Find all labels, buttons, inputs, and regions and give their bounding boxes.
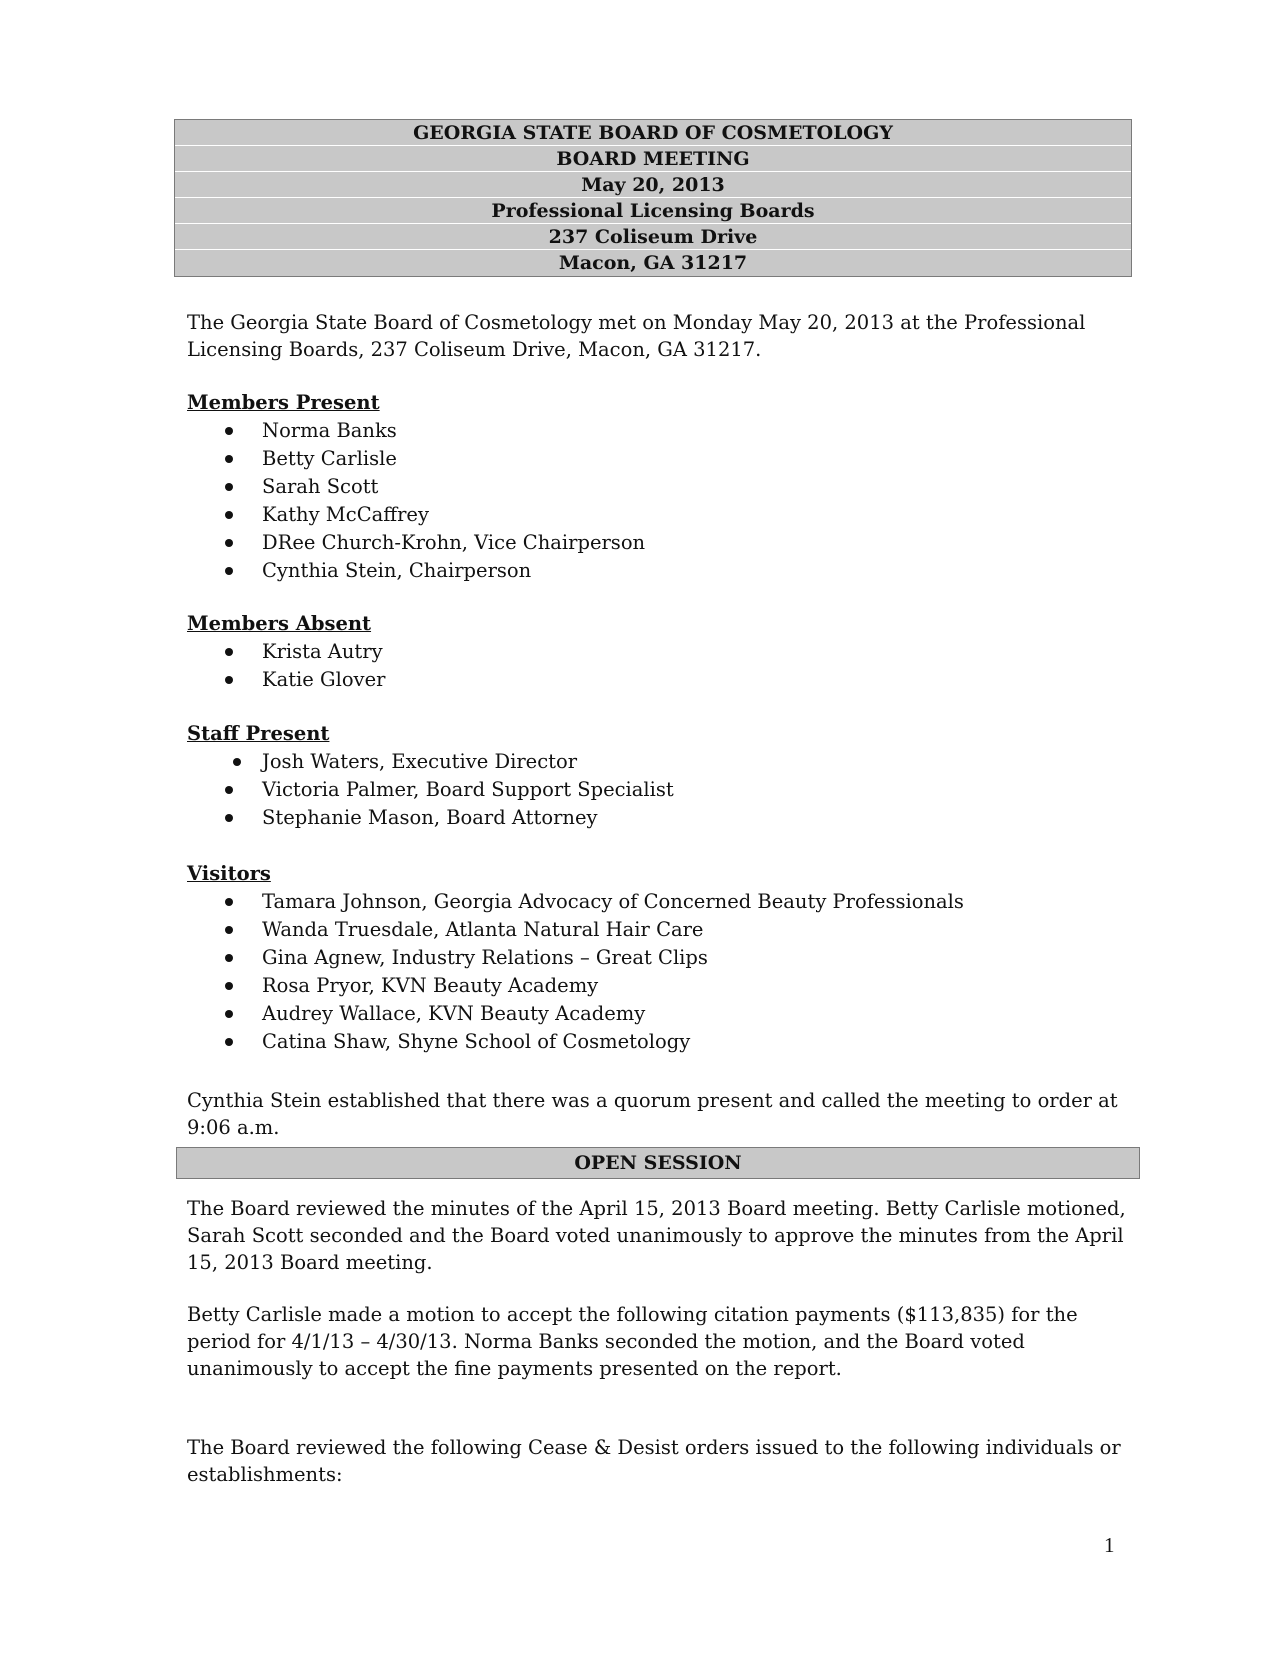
bullet-icon	[225, 1038, 233, 1046]
list-item: Audrey Wallace, KVN Beauty Academy	[187, 1000, 964, 1028]
header-date: May 20, 2013	[175, 172, 1131, 198]
list-item: Stephanie Mason, Board Attorney	[187, 804, 674, 832]
citation-line-1: Betty Carlisle made a motion to accept the following citation payments ($113,835) for the	[187, 1303, 1078, 1326]
members-absent-heading: Members Absent	[187, 612, 372, 635]
bullet-icon	[225, 648, 233, 656]
citation-line-3: unanimously to accept the fine payments presented on the report.	[187, 1357, 842, 1380]
visitors-list	[187, 888, 964, 1056]
cease-desist-paragraph	[187, 1434, 1127, 1488]
quorum-line-2: 9:06 a.m.	[187, 1116, 280, 1139]
list-item: Catina Shaw, Shyne School of Cosmetology	[187, 1028, 964, 1056]
bullet-icon	[225, 954, 233, 962]
bullet-icon	[225, 427, 233, 435]
header-meeting-type: BOARD MEETING	[175, 146, 1131, 172]
list-item: Tamara Johnson, Georgia Advocacy of Concerned Beauty Professionals	[187, 888, 964, 916]
staff-present-heading: Staff Present	[187, 722, 330, 745]
list-item: Sarah Scott	[187, 473, 645, 501]
minutes-paragraph	[187, 1195, 1127, 1276]
bullet-icon	[225, 982, 233, 990]
minutes-line-3: 15, 2013 Board meeting.	[187, 1251, 433, 1274]
list-item: Katie Glover	[187, 666, 385, 694]
cease-desist-line-1: The Board reviewed the following Cease & Desist orders issued to the following individuals or	[187, 1436, 1121, 1459]
bullet-icon	[225, 511, 233, 519]
list-item: Betty Carlisle	[187, 445, 645, 473]
header-board-name: GEORGIA STATE BOARD OF COSMETOLOGY	[175, 120, 1131, 146]
list-item: DRee Church-Krohn, Vice Chairperson	[187, 529, 645, 557]
list-item: Wanda Truesdale, Atlanta Natural Hair Care	[187, 916, 964, 944]
intro-line-2: Licensing Boards, 237 Coliseum Drive, Macon, GA 31217.	[187, 338, 762, 361]
bullet-icon	[225, 539, 233, 547]
header-city: Macon, GA 31217	[558, 252, 748, 274]
bullet-icon	[233, 758, 241, 766]
cease-desist-line-2: establishments:	[187, 1463, 343, 1486]
visitors-heading: Visitors	[187, 862, 271, 885]
citation-line-2: period for 4/1/13 – 4/30/13. Norma Banks seconded the motion, and the Board voted	[187, 1330, 1025, 1353]
bullet-icon	[225, 567, 233, 575]
quorum-paragraph	[187, 1087, 1127, 1141]
list-item: Kathy McCaffrey	[187, 501, 645, 529]
members-present-list	[187, 417, 645, 585]
bullet-icon	[225, 1010, 233, 1018]
members-present-heading: Members Present	[187, 391, 380, 414]
header-street: 237 Coliseum Drive	[175, 224, 1131, 250]
bullet-icon	[225, 786, 233, 794]
quorum-line-1: Cynthia Stein established that there was a quorum present and called the meeting to order at	[187, 1089, 1118, 1112]
list-item: Krista Autry	[187, 638, 385, 666]
intro-paragraph	[187, 309, 1127, 363]
bullet-icon	[225, 814, 233, 822]
header-venue: Professional Licensing Boards	[175, 198, 1131, 224]
minutes-line-1: The Board reviewed the minutes of the April 15, 2013 Board meeting. Betty Carlisle motioned,	[187, 1197, 1126, 1220]
bullet-icon	[225, 483, 233, 491]
staff-present-list	[187, 748, 674, 832]
list-item: Norma Banks	[187, 417, 645, 445]
bullet-icon	[225, 676, 233, 684]
list-item: Josh Waters, Executive Director	[187, 748, 674, 776]
list-item: Cynthia Stein, Chairperson	[187, 557, 645, 585]
meeting-header-box	[174, 119, 1132, 277]
minutes-line-2: Sarah Scott seconded and the Board voted unanimously to approve the minutes from the April	[187, 1224, 1124, 1247]
list-item: Victoria Palmer, Board Support Specialist	[187, 776, 674, 804]
citation-paragraph	[187, 1301, 1127, 1382]
list-item: Gina Agnew, Industry Relations – Great Clips	[187, 944, 964, 972]
members-absent-list	[187, 638, 385, 694]
bullet-icon	[225, 898, 233, 906]
intro-line-1: The Georgia State Board of Cosmetology met on Monday May 20, 2013 at the Professional	[187, 311, 1086, 334]
page-number: 1	[1104, 1533, 1115, 1557]
bullet-icon	[225, 455, 233, 463]
open-session-banner: OPEN SESSION	[176, 1147, 1140, 1179]
list-item: Rosa Pryor, KVN Beauty Academy	[187, 972, 964, 1000]
bullet-icon	[225, 926, 233, 934]
